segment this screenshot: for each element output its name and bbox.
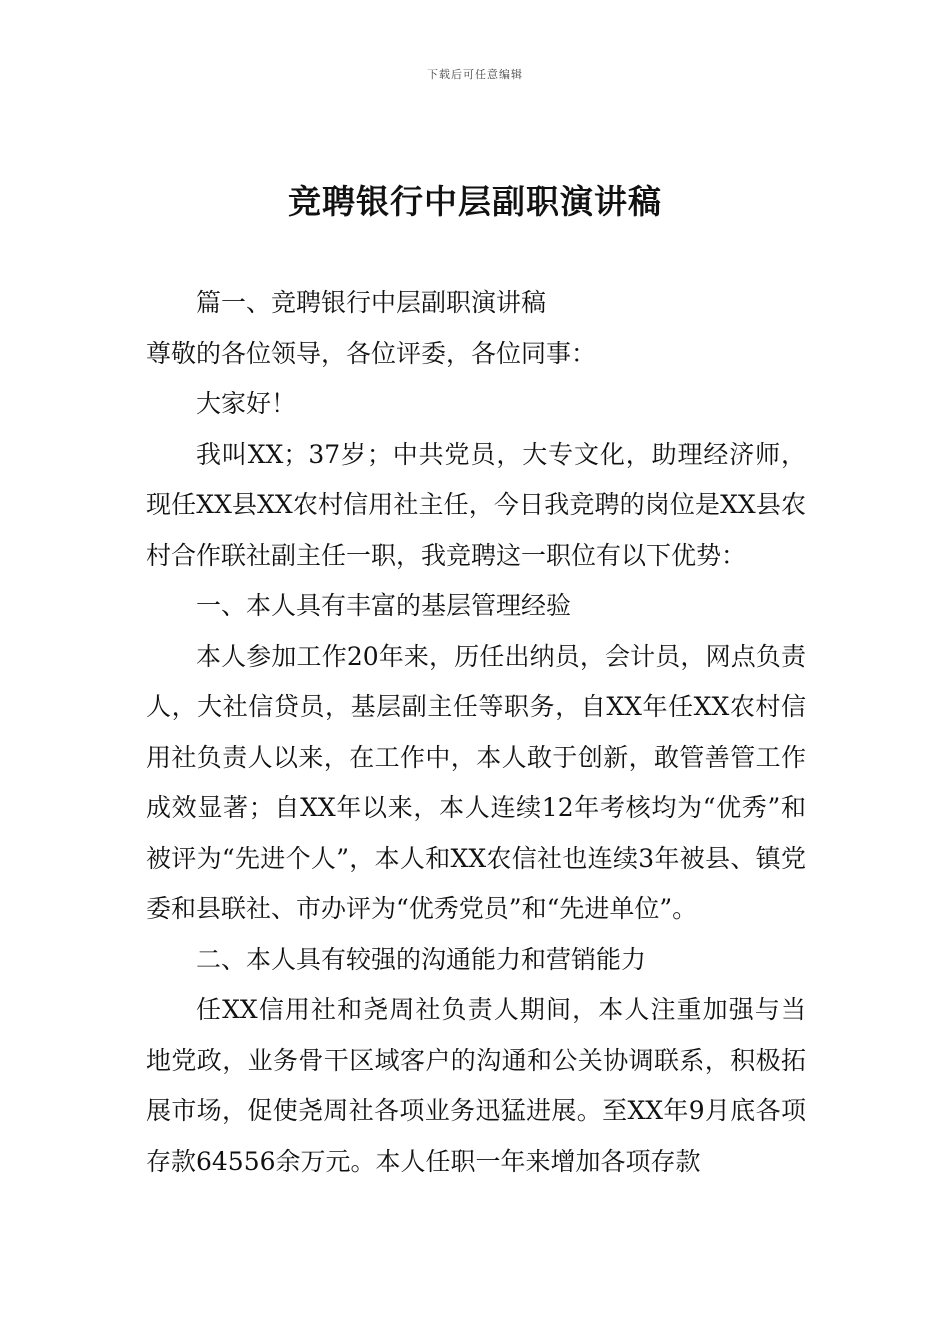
body-paragraph: 我叫XX；37岁；中共党员，大专文化，助理经济师，现任XX县XX农村信用社主任，今日我竞聘的岗位是XX县农村合作联社副主任一职，我竞聘这一职位有以下优势： <box>146 439 806 570</box>
salutation-paragraph: 尊敬的各位领导，各位评委，各位同事： <box>146 338 597 368</box>
document-title: 竞聘银行中层副职演讲稿 <box>288 182 662 221</box>
greeting-paragraph: 大家好！ <box>196 389 297 418</box>
section-heading-paragraph: 篇一、竞聘银行中层副职演讲稿 <box>196 288 547 317</box>
body-paragraph: 本人参加工作20年来，历任出纳员，会计员，网点负责人，大社信贷员，基层副主任等职务，自XX年任XX农村信用社负责人以来，在工作中，本人敢于创新，敢管善管工作成效显著；自XX年以来，本人连续12年考核均为“优秀”和被评为“先进个人”，本人和XX农信社也连续3年被县、镇党委和县联社、市办评为“优秀党员”和“先进单位”。 <box>146 641 806 923</box>
point-heading-1: 一、本人具有丰富的基层管理经验 <box>196 591 572 620</box>
body-paragraph: 任XX信用社和尧周社负责人期间，本人注重加强与当地党政，业务骨干区域客户的沟通和公关协调联系，积极拓展市场，促使尧周社各项业务迅猛进展。至XX年9月底各项存款64556余万元。本人任职一年来增加各项存款 <box>146 995 806 1176</box>
point-heading-2: 二、本人具有较强的沟通能力和营销能力 <box>196 944 647 974</box>
document-body <box>146 278 806 1187</box>
page-header-note: 下载后可任意编辑 <box>427 68 523 81</box>
